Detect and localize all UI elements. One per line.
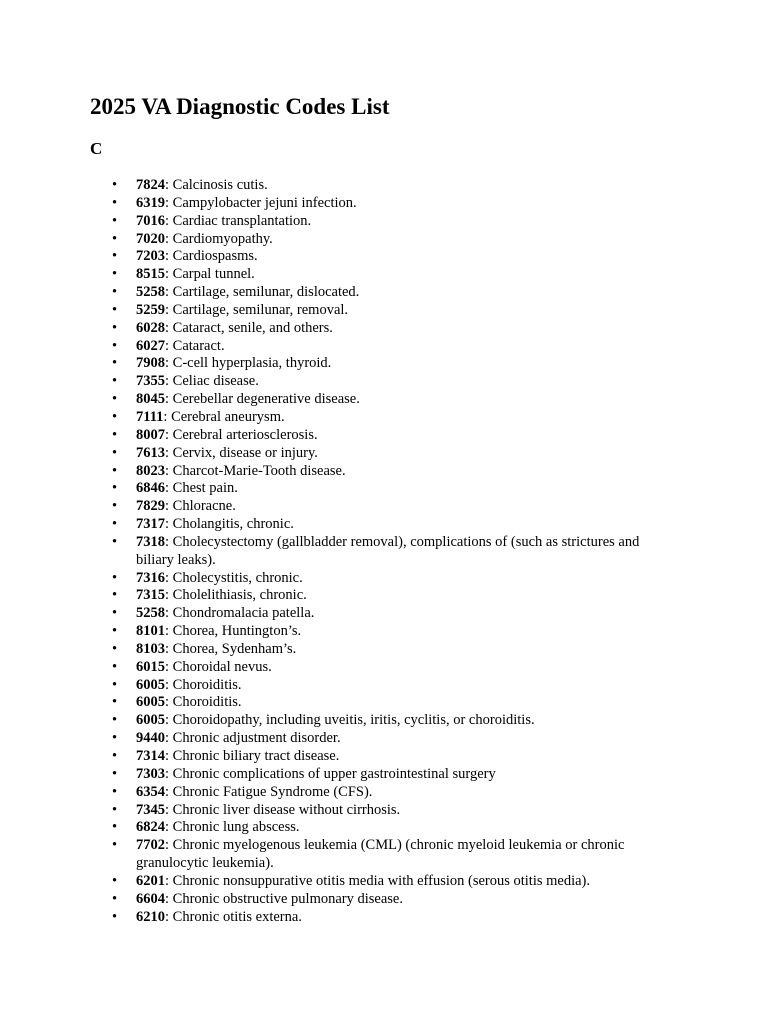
code-description: Chronic otitis externa. — [172, 908, 302, 925]
code-description: Cholecystitis, chronic. — [172, 569, 303, 586]
bullet-icon: • — [112, 230, 118, 247]
bullet-icon: • — [112, 872, 118, 889]
bullet-icon: • — [112, 730, 118, 747]
code-description: Choroidal nevus. — [172, 658, 272, 675]
diagnostic-code: 7318 — [136, 533, 165, 550]
list-item: • 6846: Chest pain. — [112, 480, 238, 497]
bullet-icon: • — [112, 337, 118, 354]
diagnostic-code: 7355 — [136, 373, 165, 390]
list-item: • 8007: Cerebral arteriosclerosis. — [112, 426, 318, 443]
diagnostic-code: 7316 — [136, 569, 165, 586]
bullet-icon: • — [112, 837, 118, 854]
list-item: • 7317: Cholangitis, chronic. — [112, 516, 294, 533]
list-item: • 7016: Cardiac transplantation. — [112, 212, 312, 229]
diagnostic-code: 8045 — [136, 391, 165, 408]
code-description: Cardiac transplantation. — [172, 212, 312, 229]
bullet-icon: • — [112, 748, 118, 764]
bullet-icon: • — [112, 623, 118, 640]
code-description: Chronic lung abscess. — [172, 819, 300, 836]
bullet-icon: • — [112, 569, 118, 586]
diagnostic-code: 7016 — [136, 212, 165, 229]
code-description: Campylobacter jejuni infection. — [172, 194, 357, 211]
diagnostic-code: 6028 — [136, 319, 165, 336]
bullet-icon: • — [112, 676, 118, 693]
diagnostic-code: 6005 — [136, 676, 165, 693]
code-description: Chest pain. — [172, 480, 238, 497]
list-item: • 6210: Chronic otitis externa. — [112, 908, 302, 925]
diagnostic-code: 6015 — [136, 658, 165, 675]
list-item: • 6005: Choroidopathy, including uveitis, iritis, cyclitis, or choroiditis. — [112, 712, 535, 729]
list-item: • 6028: Cataract, senile, and others. — [112, 319, 333, 336]
bullet-icon: • — [112, 194, 118, 211]
diagnostic-code: 5258 — [136, 605, 165, 622]
code-description: Cervix, disease or injury. — [172, 444, 318, 461]
diagnostic-code: 8101 — [136, 623, 165, 640]
list-item: • 6319: Campylobacter jejuni infection. — [112, 194, 357, 211]
list-item: • 7111: Cerebral aneurysm. — [112, 408, 285, 425]
bullet-icon: • — [112, 355, 118, 372]
list-item: • 8515: Carpal tunnel. — [112, 266, 255, 283]
code-description: Chronic nonsuppurative otitis media with effusion (serous otitis media). — [172, 872, 591, 889]
bullet-icon: • — [112, 391, 118, 408]
bullet-icon: • — [112, 640, 118, 657]
code-description: Cataract, senile, and others. — [172, 319, 333, 336]
diagnostic-code: 6027 — [136, 337, 165, 354]
code-description: Choroiditis. — [172, 694, 242, 711]
list-item: • 6604: Chronic obstructive pulmonary disease. — [112, 890, 403, 907]
diagnostic-code: 6319 — [136, 194, 165, 211]
list-item: • 7345: Chronic liver disease without cirrhosis. — [112, 801, 401, 818]
code-description: Chronic liver disease without cirrhosis. — [172, 801, 401, 818]
bullet-icon: • — [112, 426, 118, 443]
code-description: Cartilage, semilunar, removal. — [172, 301, 349, 318]
code-description: Chorea, Sydenham’s. — [172, 640, 297, 657]
diagnostic-code: 7020 — [136, 230, 165, 247]
bullet-icon: • — [112, 444, 118, 461]
bullet-icon: • — [112, 765, 118, 782]
bullet-icon: • — [112, 480, 118, 497]
code-description: Chronic myelogenous leukemia (CML) (chronic myeloid leukemia or chronic granulocytic leukemia). — [136, 837, 625, 872]
bullet-icon: • — [112, 284, 118, 301]
list-item: • 6201: Chronic nonsuppurative otitis media with effusion (serous otitis media). — [112, 872, 591, 889]
list-item: • 6824: Chronic lung abscess. — [112, 819, 300, 836]
diagnostic-code: 9440 — [136, 730, 165, 747]
bullet-icon: • — [112, 319, 118, 336]
bullet-icon: • — [112, 266, 118, 283]
code-description: Choroiditis. — [172, 676, 242, 693]
diagnostic-code: 6210 — [136, 908, 165, 925]
bullet-icon: • — [112, 408, 118, 425]
list-item: • 7702: Chronic myelogenous leukemia (CML) (chronic myeloid leukemia or chronic granulocytic leukemia). — [112, 837, 625, 872]
diagnostic-code: 5259 — [136, 301, 165, 318]
bullet-icon: • — [112, 605, 118, 622]
diagnostic-code: 6005 — [136, 694, 165, 711]
diagnostic-code: 8023 — [136, 462, 165, 479]
diagnostic-code: 7315 — [136, 587, 165, 604]
diagnostic-code: 6604 — [136, 890, 165, 907]
code-description: Chloracne. — [172, 498, 236, 515]
diagnostic-code: 6201 — [136, 872, 165, 889]
diagnostic-code: 7111 — [136, 408, 164, 425]
bullet-icon: • — [112, 908, 118, 925]
list-item: • 7314: Chronic biliary tract disease. — [112, 748, 340, 764]
code-description: Chondromalacia patella. — [172, 605, 315, 622]
list-item: • 9440: Chronic adjustment disorder. — [112, 730, 341, 747]
list-item: • 5258: Chondromalacia patella. — [112, 605, 315, 622]
code-description: Chronic obstructive pulmonary disease. — [172, 890, 403, 907]
diagnostic-code: 7829 — [136, 498, 165, 515]
code-description: Cartilage, semilunar, dislocated. — [172, 284, 360, 301]
bullet-icon: • — [112, 533, 118, 550]
bullet-icon: • — [112, 516, 118, 533]
bullet-icon: • — [112, 248, 118, 265]
list-item: • 7908: C-cell hyperplasia, thyroid. — [112, 355, 332, 372]
bullet-icon: • — [112, 498, 118, 515]
diagnostic-code: 7613 — [136, 444, 165, 461]
bullet-icon: • — [112, 177, 118, 193]
list-item: • 6354: Chronic Fatigue Syndrome (CFS). — [112, 783, 373, 800]
list-item: • 8103: Chorea, Sydenham’s. — [112, 640, 297, 657]
diagnostic-code: 7317 — [136, 516, 165, 533]
bullet-icon: • — [112, 212, 118, 229]
diagnostic-code: 7303 — [136, 765, 165, 782]
code-description: Chorea, Huntington’s. — [172, 623, 302, 640]
list-item: • 7020: Cardiomyopathy. — [112, 230, 273, 247]
diagnostic-code: 6005 — [136, 712, 165, 729]
bullet-icon: • — [112, 783, 118, 800]
section-heading: C — [90, 139, 103, 158]
code-description: Cerebellar degenerative disease. — [172, 391, 360, 408]
list-item: • 7829: Chloracne. — [112, 498, 236, 515]
list-item: • 7316: Cholecystitis, chronic. — [112, 569, 303, 586]
diagnostic-code: 7702 — [136, 837, 165, 854]
list-item: • 6005: Choroiditis. — [112, 676, 242, 693]
diagnostic-code: 6846 — [136, 480, 165, 497]
list-item: • 7824: Calcinosis cutis. — [112, 177, 268, 193]
code-description: Carpal tunnel. — [172, 266, 255, 283]
code-description: Cholelithiasis, chronic. — [172, 587, 307, 604]
diagnostic-code: 7908 — [136, 355, 165, 372]
list-item: • 8101: Chorea, Huntington’s. — [112, 623, 302, 640]
diagnostic-code-list — [112, 177, 676, 926]
diagnostic-code: 7345 — [136, 801, 165, 818]
list-item: • 7203: Cardiospasms. — [112, 248, 258, 265]
list-item: • 7613: Cervix, disease or injury. — [112, 444, 318, 461]
code-description: Cardiomyopathy. — [172, 230, 273, 247]
bullet-icon: • — [112, 658, 118, 675]
list-item: • 5258: Cartilage, semilunar, dislocated. — [112, 284, 360, 301]
code-description: Celiac disease. — [172, 373, 259, 390]
bullet-icon: • — [112, 694, 118, 711]
bullet-icon: • — [112, 801, 118, 818]
code-description: Chronic Fatigue Syndrome (CFS). — [172, 783, 373, 800]
list-item: • 8023: Charcot-Marie-Tooth disease. — [112, 462, 346, 479]
bullet-icon: • — [112, 587, 118, 604]
code-description: Cholangitis, chronic. — [172, 516, 294, 533]
page-title: 2025 VA Diagnostic Codes List — [90, 94, 390, 119]
bullet-icon: • — [112, 301, 118, 318]
code-description: Calcinosis cutis. — [172, 177, 268, 193]
bullet-icon: • — [112, 462, 118, 479]
list-item: • 6005: Choroiditis. — [112, 694, 242, 711]
diagnostic-code: 7203 — [136, 248, 165, 265]
list-item: • 6015: Choroidal nevus. — [112, 658, 272, 675]
list-item: • 7318: Cholecystectomy (gallbladder removal), complications of (such as strictures and biliary leaks). — [112, 533, 640, 568]
bullet-icon: • — [112, 712, 118, 729]
diagnostic-code: 5258 — [136, 284, 165, 301]
code-description: Cerebral aneurysm. — [171, 408, 285, 425]
code-description: Chronic biliary tract disease. — [172, 748, 340, 764]
code-description: Choroidopathy, including uveitis, iritis, cyclitis, or choroiditis. — [172, 712, 535, 729]
diagnostic-code: 8007 — [136, 426, 165, 443]
list-item: • 5259: Cartilage, semilunar, removal. — [112, 301, 349, 318]
code-description: Chronic adjustment disorder. — [172, 730, 341, 747]
code-description: C-cell hyperplasia, thyroid. — [172, 355, 332, 372]
list-item: • 6027: Cataract. — [112, 337, 225, 354]
bullet-icon: • — [112, 890, 118, 907]
code-description: Cataract. — [172, 337, 225, 354]
bullet-icon: • — [112, 373, 118, 390]
diagnostic-code: 6824 — [136, 819, 165, 836]
list-item: • 7315: Cholelithiasis, chronic. — [112, 587, 307, 604]
code-description: Cerebral arteriosclerosis. — [172, 426, 318, 443]
list-item: • 8045: Cerebellar degenerative disease. — [112, 391, 360, 408]
diagnostic-code: 7314 — [136, 748, 165, 764]
diagnostic-code: 8515 — [136, 266, 165, 283]
bullet-icon: • — [112, 819, 118, 836]
diagnostic-code: 8103 — [136, 640, 165, 657]
code-description: Cholecystectomy (gallbladder removal), complications of (such as strictures and biliary leaks). — [136, 533, 640, 568]
code-description: Charcot-Marie-Tooth disease. — [172, 462, 346, 479]
diagnostic-code: 6354 — [136, 783, 165, 800]
code-description: Chronic complications of upper gastrointestinal surgery — [172, 765, 496, 782]
diagnostic-code: 7824 — [136, 177, 165, 193]
code-description: Cardiospasms. — [172, 248, 258, 265]
list-item: • 7303: Chronic complications of upper gastrointestinal surgery — [112, 765, 496, 782]
list-item: • 7355: Celiac disease. — [112, 373, 259, 390]
